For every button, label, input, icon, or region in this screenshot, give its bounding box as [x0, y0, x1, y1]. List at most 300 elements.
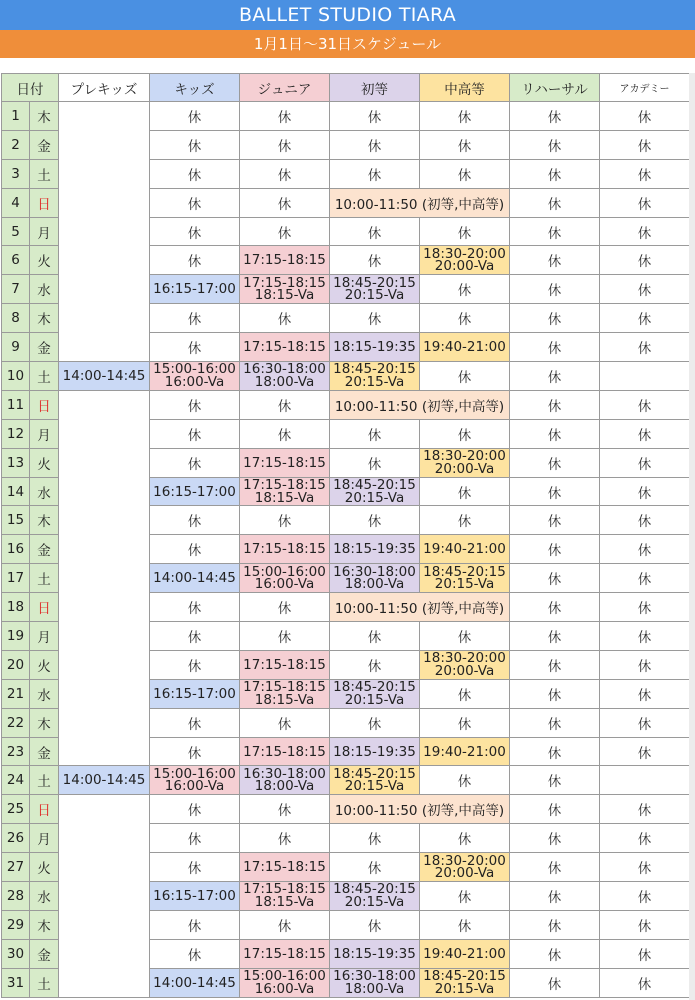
- day-number-cell: 12: [2, 419, 30, 448]
- junior-cell: [240, 968, 330, 997]
- day-number-cell: 4: [2, 188, 30, 217]
- time-line: 16:30-18:00: [243, 361, 326, 378]
- chukoto-cell: [420, 564, 510, 593]
- time-line: 18:15-Va: [254, 893, 315, 910]
- academy-cell: 休: [600, 968, 690, 997]
- schedule-subtitle: 1月1日〜31日スケジュール: [0, 30, 695, 58]
- shoto-cell: [330, 968, 420, 997]
- weekday-cell: 月: [30, 824, 59, 853]
- chukoto-cell: 休: [420, 910, 510, 939]
- rehearsal-cell: 休: [510, 708, 600, 737]
- weekday-cell: 日: [30, 593, 59, 622]
- junior-cell: [240, 679, 330, 708]
- shoto-cell: 休: [330, 650, 420, 679]
- junior-cell: 17:15-18:15: [240, 333, 330, 362]
- weekday-cell: 水: [30, 882, 59, 911]
- chukoto-cell: 休: [420, 130, 510, 159]
- kids-cell: 16:15-17:00: [150, 679, 240, 708]
- day-number-cell: 26: [2, 824, 30, 853]
- prekids-cell: [59, 390, 150, 766]
- academy-cell: 休: [600, 650, 690, 679]
- table-row: [2, 102, 690, 131]
- day-number-cell: 19: [2, 622, 30, 651]
- rehearsal-cell: 休: [510, 824, 600, 853]
- academy-cell: 休: [600, 564, 690, 593]
- chukoto-cell: [330, 766, 420, 795]
- day-number-cell: 9: [2, 333, 30, 362]
- col-header-shoto: 初等: [330, 74, 420, 102]
- shoto-cell: 18:15-19:35: [330, 737, 420, 766]
- day-number-cell: 8: [2, 304, 30, 333]
- shoto-cell: 休: [330, 159, 420, 188]
- shoto-cell: 休: [330, 708, 420, 737]
- time-line: 16:30-18:00: [333, 968, 416, 985]
- chukoto-cell: 19:40-21:00: [420, 737, 510, 766]
- weekday-cell: 日: [30, 390, 59, 419]
- weekday-cell: 土: [30, 159, 59, 188]
- academy-cell: 休: [600, 477, 690, 506]
- kids-cell: 休: [150, 159, 240, 188]
- day-number-cell: 14: [2, 477, 30, 506]
- weekday-cell: 水: [30, 275, 59, 304]
- time-line: 15:00-16:00: [153, 765, 236, 782]
- weekday-cell: 木: [30, 506, 59, 535]
- chukoto-cell: 休: [420, 102, 510, 131]
- time-line: 18:45-20:15: [333, 274, 416, 291]
- day-number-cell: 13: [2, 448, 30, 477]
- chukoto-cell: [420, 448, 510, 477]
- chukoto-cell: [420, 968, 510, 997]
- col-header-kids: キッズ: [150, 74, 240, 102]
- junior-cell: 休: [240, 217, 330, 246]
- day-number-cell: 20: [2, 650, 30, 679]
- weekday-cell: 金: [30, 737, 59, 766]
- weekday-cell: 日: [30, 188, 59, 217]
- junior-cell: 17:15-18:15: [240, 853, 330, 882]
- time-line: 17:15-18:15: [243, 679, 326, 696]
- rehearsal-cell: 休: [510, 448, 600, 477]
- rehearsal-cell: 休: [510, 188, 600, 217]
- col-header-date: 日付: [2, 74, 59, 102]
- weekday-cell: 水: [30, 477, 59, 506]
- day-number-cell: 24: [2, 766, 30, 795]
- chukoto-cell: 休: [420, 304, 510, 333]
- chukoto-cell: 休: [420, 622, 510, 651]
- col-header-junior: ジュニア: [240, 74, 330, 102]
- time-line: 18:30-20:00: [423, 650, 506, 667]
- shoto-cell: [330, 679, 420, 708]
- academy-cell: 休: [600, 419, 690, 448]
- academy-cell: 休: [600, 593, 690, 622]
- junior-cell: 休: [240, 102, 330, 131]
- col-header-rehearsal: リハーサル: [510, 74, 600, 102]
- rehearsal-cell: 休: [510, 246, 600, 275]
- kids-cell: 休: [150, 333, 240, 362]
- shoto-cell: [240, 362, 330, 391]
- academy-cell: 休: [600, 390, 690, 419]
- day-number-cell: 7: [2, 275, 30, 304]
- day-number-cell: 5: [2, 217, 30, 246]
- weekday-cell: 火: [30, 246, 59, 275]
- junior-cell: 休: [240, 130, 330, 159]
- junior-cell: [150, 362, 240, 391]
- chukoto-cell: 休: [420, 477, 510, 506]
- weekday-cell: 土: [30, 362, 59, 391]
- studio-title: BALLET STUDIO TIARA: [0, 0, 695, 30]
- rehearsal-cell: 休: [510, 622, 600, 651]
- academy-cell: 休: [510, 766, 600, 795]
- time-line: 18:15-Va: [254, 489, 315, 506]
- shoto-cell: 18:15-19:35: [330, 535, 420, 564]
- weekday-cell: 土: [30, 564, 59, 593]
- kids-cell: 休: [150, 390, 240, 419]
- shoto-cell: [240, 766, 330, 795]
- shoto-cell: 休: [330, 217, 420, 246]
- junior-cell: 休: [240, 593, 330, 622]
- weekday-cell: 日: [30, 795, 59, 824]
- rehearsal-cell: 休: [510, 390, 600, 419]
- junior-cell: 17:15-18:15: [240, 939, 330, 968]
- time-line: 20:00-Va: [434, 865, 495, 882]
- shoto-cell: 休: [330, 853, 420, 882]
- chukoto-cell: 休: [420, 679, 510, 708]
- time-line: 17:15-18:15: [243, 881, 326, 898]
- rehearsal-cell: 休: [510, 535, 600, 564]
- academy-cell: 休: [600, 910, 690, 939]
- weekday-cell: 木: [30, 304, 59, 333]
- time-line: 20:15-Va: [344, 373, 405, 390]
- shoto-cell: 休: [330, 824, 420, 853]
- kids-cell: 休: [150, 506, 240, 535]
- day-number-cell: 15: [2, 506, 30, 535]
- academy-cell: 休: [600, 217, 690, 246]
- rehearsal-cell: 休: [420, 362, 510, 391]
- academy-cell: 休: [600, 506, 690, 535]
- junior-cell: 休: [240, 390, 330, 419]
- junior-cell: [240, 882, 330, 911]
- shoto-cell: 休: [330, 910, 420, 939]
- chukoto-cell: 19:40-21:00: [420, 535, 510, 564]
- academy-cell: 休: [600, 795, 690, 824]
- junior-cell: 休: [240, 910, 330, 939]
- time-line: 15:00-16:00: [153, 361, 236, 378]
- day-number-cell: 23: [2, 737, 30, 766]
- shoto-cell: 18:15-19:35: [330, 333, 420, 362]
- kids-cell: 休: [150, 535, 240, 564]
- time-line: 20:15-Va: [344, 893, 405, 910]
- kids-cell: 休: [150, 795, 240, 824]
- col-header-chukoto: 中高等: [420, 74, 510, 102]
- kids-cell: 16:15-17:00: [150, 275, 240, 304]
- time-line: 20:00-Va: [434, 258, 495, 275]
- chukoto-cell: 19:40-21:00: [420, 333, 510, 362]
- kids-cell: 休: [150, 824, 240, 853]
- kids-cell: 休: [150, 217, 240, 246]
- time-line: 18:45-20:15: [423, 563, 506, 580]
- academy-cell: 休: [600, 853, 690, 882]
- time-line: 20:15-Va: [344, 691, 405, 708]
- schedule-table: [1, 73, 690, 998]
- day-number-cell: 16: [2, 535, 30, 564]
- academy-cell: 休: [600, 882, 690, 911]
- time-line: 16:00-Va: [164, 778, 225, 795]
- kids-cell: 休: [150, 102, 240, 131]
- shoto-cell: [330, 477, 420, 506]
- weekday-cell: 木: [30, 910, 59, 939]
- chukoto-cell: 休: [420, 275, 510, 304]
- junior-cell: 休: [240, 506, 330, 535]
- shoto-cell: 休: [330, 304, 420, 333]
- junior-cell: [240, 477, 330, 506]
- chukoto-cell: [420, 650, 510, 679]
- time-line: 16:30-18:00: [243, 765, 326, 782]
- weekday-cell: 月: [30, 419, 59, 448]
- shoto-cell: 休: [330, 506, 420, 535]
- rehearsal-cell: 休: [510, 910, 600, 939]
- rehearsal-cell: 休: [510, 506, 600, 535]
- academy-cell: 休: [600, 679, 690, 708]
- day-number-cell: 11: [2, 390, 30, 419]
- junior-cell: 休: [240, 159, 330, 188]
- junior-cell: 休: [240, 419, 330, 448]
- kids-cell: 休: [150, 650, 240, 679]
- time-line: 18:15-Va: [254, 287, 315, 304]
- shoto-cell: 休: [330, 130, 420, 159]
- combined-class-cell: 10:00-11:50 (初等,中高等): [330, 795, 510, 824]
- time-line: 18:30-20:00: [423, 448, 506, 465]
- time-line: 18:45-20:15: [333, 477, 416, 494]
- weekday-cell: 土: [30, 766, 59, 795]
- shoto-cell: 休: [330, 102, 420, 131]
- day-number-cell: 6: [2, 246, 30, 275]
- day-number-cell: 2: [2, 130, 30, 159]
- rehearsal-cell: 休: [510, 853, 600, 882]
- combined-class-cell: 10:00-11:50 (初等,中高等): [330, 188, 510, 217]
- rehearsal-cell: 休: [510, 795, 600, 824]
- time-line: 17:15-18:15: [243, 477, 326, 494]
- shoto-cell: [330, 882, 420, 911]
- weekday-cell: 火: [30, 448, 59, 477]
- weekday-cell: 土: [30, 968, 59, 997]
- academy-cell: 休: [600, 737, 690, 766]
- kids-cell: 14:00-14:45: [150, 564, 240, 593]
- junior-cell: 17:15-18:15: [240, 535, 330, 564]
- kids-cell: 休: [150, 939, 240, 968]
- chukoto-cell: 休: [420, 882, 510, 911]
- time-line: 18:00-Va: [254, 373, 315, 390]
- time-line: 15:00-16:00: [243, 563, 326, 580]
- rehearsal-cell: 休: [510, 217, 600, 246]
- prekids-cell: [59, 795, 150, 997]
- rehearsal-cell: 休: [510, 275, 600, 304]
- rehearsal-cell: 休: [510, 333, 600, 362]
- shoto-cell: 休: [330, 622, 420, 651]
- academy-cell: 休: [600, 304, 690, 333]
- academy-cell: 休: [600, 246, 690, 275]
- day-number-cell: 28: [2, 882, 30, 911]
- academy-cell: 休: [600, 448, 690, 477]
- kids-cell: 14:00-14:45: [150, 968, 240, 997]
- time-line: 16:30-18:00: [333, 563, 416, 580]
- day-number-cell: 25: [2, 795, 30, 824]
- kids-cell: 14:00-14:45: [59, 362, 150, 391]
- weekday-cell: 木: [30, 102, 59, 131]
- academy-cell: 休: [600, 939, 690, 968]
- time-line: 16:00-Va: [254, 576, 315, 593]
- day-number-cell: 18: [2, 593, 30, 622]
- shoto-cell: 18:15-19:35: [330, 939, 420, 968]
- day-number-cell: 31: [2, 968, 30, 997]
- shoto-cell: 休: [330, 419, 420, 448]
- rehearsal-cell: 休: [420, 766, 510, 795]
- academy-cell: 休: [510, 362, 600, 391]
- chukoto-cell: 休: [420, 506, 510, 535]
- header-row: [2, 74, 690, 102]
- academy-cell: 休: [600, 708, 690, 737]
- time-line: 18:45-20:15: [423, 968, 506, 985]
- time-line: 18:30-20:00: [423, 852, 506, 869]
- shoto-cell: [330, 564, 420, 593]
- kids-cell: 16:15-17:00: [150, 477, 240, 506]
- academy-cell: 休: [600, 333, 690, 362]
- rehearsal-cell: 休: [510, 593, 600, 622]
- junior-cell: 休: [240, 304, 330, 333]
- kids-cell: 休: [150, 130, 240, 159]
- junior-cell: [150, 766, 240, 795]
- day-number-cell: 1: [2, 102, 30, 131]
- chukoto-cell: 休: [420, 708, 510, 737]
- weekday-cell: 金: [30, 535, 59, 564]
- time-line: 18:30-20:00: [423, 245, 506, 262]
- rehearsal-cell: 休: [510, 737, 600, 766]
- table-row: [2, 795, 690, 824]
- academy-cell: 休: [600, 275, 690, 304]
- junior-cell: [240, 275, 330, 304]
- rehearsal-cell: 休: [510, 939, 600, 968]
- weekday-cell: 月: [30, 217, 59, 246]
- junior-cell: 17:15-18:15: [240, 737, 330, 766]
- table-row: [2, 390, 690, 419]
- kids-cell: 14:00-14:45: [59, 766, 150, 795]
- academy-cell: 休: [600, 824, 690, 853]
- day-number-cell: 3: [2, 159, 30, 188]
- shoto-cell: 休: [330, 448, 420, 477]
- kids-cell: 16:15-17:00: [150, 882, 240, 911]
- weekday-cell: 火: [30, 853, 59, 882]
- time-line: 20:15-Va: [434, 980, 495, 997]
- day-number-cell: 27: [2, 853, 30, 882]
- day-number-cell: 30: [2, 939, 30, 968]
- time-line: 20:15-Va: [344, 778, 405, 795]
- kids-cell: 休: [150, 853, 240, 882]
- academy-cell: 休: [600, 622, 690, 651]
- kids-cell: 休: [150, 188, 240, 217]
- time-line: 16:00-Va: [254, 980, 315, 997]
- junior-cell: 休: [240, 824, 330, 853]
- junior-cell: 休: [240, 708, 330, 737]
- shoto-cell: [330, 275, 420, 304]
- academy-cell: 休: [600, 159, 690, 188]
- rehearsal-cell: 休: [510, 679, 600, 708]
- scroll-edge: [689, 73, 695, 1000]
- weekday-cell: 月: [30, 622, 59, 651]
- rehearsal-cell: 休: [510, 130, 600, 159]
- weekday-cell: 水: [30, 679, 59, 708]
- kids-cell: 休: [150, 246, 240, 275]
- day-number-cell: 22: [2, 708, 30, 737]
- academy-cell: 休: [600, 535, 690, 564]
- chukoto-cell: [420, 853, 510, 882]
- chukoto-cell: [420, 246, 510, 275]
- chukoto-cell: 休: [420, 159, 510, 188]
- rehearsal-cell: 休: [510, 304, 600, 333]
- col-header-academy: アカデミー: [600, 74, 690, 102]
- table-row: [2, 766, 690, 795]
- academy-cell: 休: [600, 102, 690, 131]
- weekday-cell: 火: [30, 650, 59, 679]
- time-line: 17:15-18:15: [243, 274, 326, 291]
- rehearsal-cell: 休: [510, 159, 600, 188]
- rehearsal-cell: 休: [510, 477, 600, 506]
- chukoto-cell: 休: [420, 824, 510, 853]
- chukoto-cell: 休: [420, 419, 510, 448]
- rehearsal-cell: 休: [510, 882, 600, 911]
- kids-cell: 休: [150, 622, 240, 651]
- time-line: 15:00-16:00: [243, 968, 326, 985]
- weekday-cell: 金: [30, 130, 59, 159]
- day-number-cell: 17: [2, 564, 30, 593]
- weekday-cell: 金: [30, 939, 59, 968]
- junior-cell: 17:15-18:15: [240, 650, 330, 679]
- chukoto-cell: 休: [420, 217, 510, 246]
- combined-class-cell: 10:00-11:50 (初等,中高等): [330, 593, 510, 622]
- academy-cell: 休: [600, 188, 690, 217]
- table-row: [2, 362, 690, 391]
- rehearsal-cell: 休: [510, 968, 600, 997]
- time-line: 18:45-20:15: [333, 765, 416, 782]
- kids-cell: 休: [150, 419, 240, 448]
- time-line: 20:00-Va: [434, 662, 495, 679]
- time-line: 20:00-Va: [434, 460, 495, 477]
- time-line: 20:15-Va: [434, 576, 495, 593]
- rehearsal-cell: 休: [510, 650, 600, 679]
- rehearsal-cell: 休: [510, 564, 600, 593]
- chukoto-cell: [330, 362, 420, 391]
- day-number-cell: 29: [2, 910, 30, 939]
- kids-cell: 休: [150, 910, 240, 939]
- junior-cell: 休: [240, 188, 330, 217]
- day-number-cell: 21: [2, 679, 30, 708]
- combined-class-cell: 10:00-11:50 (初等,中高等): [330, 390, 510, 419]
- time-line: 18:45-20:15: [333, 361, 416, 378]
- time-line: 18:00-Va: [344, 576, 405, 593]
- col-header-prekids: プレキッズ: [59, 74, 150, 102]
- weekday-cell: 木: [30, 708, 59, 737]
- chukoto-cell: 19:40-21:00: [420, 939, 510, 968]
- time-line: 18:45-20:15: [333, 881, 416, 898]
- time-line: 20:15-Va: [344, 489, 405, 506]
- junior-cell: 休: [240, 795, 330, 824]
- junior-cell: 17:15-18:15: [240, 448, 330, 477]
- rehearsal-cell: 休: [510, 102, 600, 131]
- time-line: 20:15-Va: [344, 287, 405, 304]
- time-line: 18:00-Va: [344, 980, 405, 997]
- kids-cell: 休: [150, 593, 240, 622]
- junior-cell: 17:15-18:15: [240, 246, 330, 275]
- day-number-cell: 10: [2, 362, 30, 391]
- junior-cell: [240, 564, 330, 593]
- time-line: 18:00-Va: [254, 778, 315, 795]
